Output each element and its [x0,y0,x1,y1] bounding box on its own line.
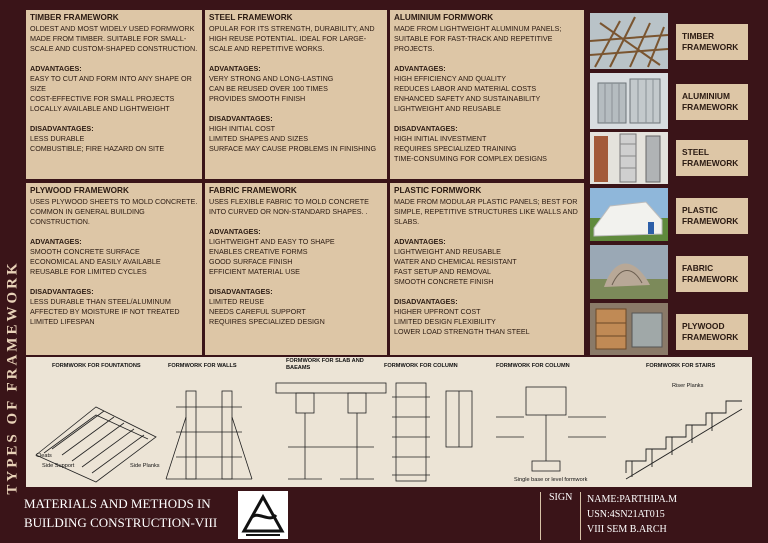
adv-item: FAST SETUP AND REMOVAL [394,267,492,276]
adv-item: ECONOMICAL AND EASILY AVAILABLE [30,257,161,266]
dis-item: LIMITED DESIGN FLEXIBILITY [394,317,496,326]
drawing-label-foundations: FORMWORK FOR FOUNTATIONS [52,363,141,369]
dis-item: REQUIRES SPECIALIZED DESIGN [209,317,325,326]
adv-item: CAN BE REUSED OVER 100 TIMES [209,84,328,93]
panel-aluminium [390,10,584,179]
plywood-framework-photo [590,303,668,355]
adv-item: COST-EFFECTIVE FOR SMALL PROJECTS [30,94,175,103]
student-semester: VIII SEM B.ARCH [587,524,667,535]
panel-timber [26,10,202,179]
adv-item: WATER AND CHEMICAL RESISTANT [394,257,517,266]
adv-label: ADVANTAGES: [394,237,446,246]
panel-title: PLASTIC FORMWORK [394,186,482,195]
adv-item: LIGHTWEIGHT AND EASY TO SHAPE [209,237,335,246]
dis-item: AFFECTED BY MOISTURE IF NOT TREATED [30,307,180,316]
steel-framework-photo [590,132,668,184]
course-title-line-1: MATERIALS AND METHODS IN [24,496,211,511]
foundation-drawing [36,407,156,482]
adv-item: PROVIDES SMOOTH FINISH [209,94,306,103]
formwork-drawings-strip [26,357,752,487]
dis-item: HIGHER UPFRONT COST [394,307,481,316]
panel-plastic [390,183,584,355]
adv-item: LIGHTWEIGHT AND REUSABLE [394,104,501,113]
adv-label: ADVANTAGES: [30,64,82,73]
adv-item: ENABLES CREATIVE FORMS [209,247,308,256]
label-single-base: Single base or level formwork [514,477,588,483]
panel-steel [205,10,387,179]
label-side-support: Side Support [42,463,75,469]
panel-title: TIMBER FRAMEWORK [30,13,119,22]
aluminium-framework-photo [590,73,668,129]
drawing-label-column-2: FORMWORK FOR COLUMN [496,363,570,369]
panel-desc: USES FLEXIBLE FABRIC TO MOLD CONCRETE INTO CURVED OR NON-STANDARD SHAPES. . [209,197,369,216]
label-side-planks: Side Planks [130,463,160,469]
tag-plywood: PLYWOOD FRAMEWORK [676,314,748,350]
sign-box [540,492,580,540]
panel-desc: OLDEST AND MOST WIDELY USED FORMWORK MADE FROM TIMBER. SUITABLE FOR SMALL-SCALE AND CUSTOM-SHAPED CONSTRUCTION. [30,24,198,53]
course-title [24,494,217,532]
panel-desc: MADE FROM LIGHTWEIGHT ALUMINUM PANELS; SUITABLE FOR FAST-TRACK AND REPETITIVE PROJECTS. [394,24,562,53]
timber-framework-photo [590,13,668,69]
dis-label: DISADVANTAGES: [394,124,458,133]
tag-plastic: PLASTIC FRAMEWORK [676,198,748,234]
plastic-framework-photo [590,188,668,241]
column-drawing-2 [496,387,606,471]
panel-plywood [26,183,202,355]
panel-desc: OPULAR FOR ITS STRENGTH, DURABILITY, AND HIGH REUSE POTENTIAL. IDEAL FOR LARGE-SCALE AND REPETITIVE WORKS. [209,24,375,53]
drawing-label-stairs: FORMWORK FOR STAIRS [646,363,716,369]
dis-item: REQUIRES SPECIALIZED TRAINING [394,144,517,153]
dis-item: HIGH INITIAL INVESTMENT [394,134,487,143]
adv-item: REDUCES LABOR AND MATERIAL COSTS [394,84,537,93]
dis-item: LIMITED SHAPES AND SIZES [209,134,309,143]
adv-label: ADVANTAGES: [209,227,261,236]
dis-item: SURFACE MAY CAUSE PROBLEMS IN FINISHING [209,144,377,153]
tag-fabric: FABRIC FRAMEWORK [676,256,748,292]
college-logo [238,491,288,539]
dis-item: LOWER LOAD STRENGTH THAN STEEL [394,327,530,336]
panel-desc: MADE FROM MODULAR PLASTIC PANELS; BEST FOR SIMPLE, REPETITIVE STRUCTURES LIKE WALLS AND SLABS. [394,197,578,226]
dis-item: NEEDS CAREFUL SUPPORT [209,307,306,316]
adv-label: ADVANTAGES: [209,64,261,73]
tag-steel: STEEL FRAMEWORK [676,140,748,176]
adv-item: ENHANCED SAFETY AND SUSTAINABILITY [394,94,541,103]
adv-label: ADVANTAGES: [394,64,446,73]
student-name: NAME:PARTHIPA.M [587,494,678,505]
dis-item: LESS DURABLE THAN STEEL/ALUMINUM [30,297,171,306]
dis-label: DISADVANTAGES: [209,114,273,123]
slab-beam-drawing [276,383,386,479]
tag-aluminium: ALUMINIUM FRAMEWORK [676,84,748,120]
dis-item: COMBUSTIBLE; FIRE HAZARD ON SITE [30,144,165,153]
adv-item: GOOD SURFACE FINISH [209,257,293,266]
adv-item: VERY STRONG AND LONG-LASTING [209,74,334,83]
label-riser-planks: Riser Planks [672,383,704,389]
panel-title: FABRIC FRAMEWORK [209,186,297,195]
sign-label: SIGN [549,492,573,503]
adv-item: LIGHTWEIGHT AND REUSABLE [394,247,501,256]
adv-item: SMOOTH CONCRETE SURFACE [30,247,140,256]
stairs-drawing [626,401,742,479]
wall-drawing [166,391,252,479]
adv-item: EASY TO CUT AND FORM INTO ANY SHAPE OR SIZE [30,74,192,93]
dis-label: DISADVANTAGES: [30,287,94,296]
dis-item: HIGH INITIAL COST [209,124,276,133]
panel-title: STEEL FRAMEWORK [209,13,293,22]
dis-item: LESS DURABLE [30,134,85,143]
adv-label: ADVANTAGES: [30,237,82,246]
fabric-framework-photo [590,245,668,299]
dis-label: DISADVANTAGES: [394,297,458,306]
dis-item: LIMITED REUSE [209,297,265,306]
panel-fabric [205,183,387,355]
panel-title: ALUMINIUM FORMWORK [394,13,494,22]
label-cleats: Cleats [36,453,52,459]
column-drawing-1 [392,383,472,481]
adv-item: SMOOTH CONCRETE FINISH [394,277,494,286]
side-title: TYPES OF FRAMEWORK [4,259,21,495]
dis-item: LIMITED LIFESPAN [30,317,95,326]
adv-item: HIGH EFFICIENCY AND QUALITY [394,74,507,83]
drawing-label-column-1: FORMWORK FOR COLUMN [384,363,458,369]
panel-desc: USES PLYWOOD SHEETS TO MOLD CONCRETE. COMMON IN GENERAL BUILDING CONSTRUCTION. [30,197,198,226]
drawing-label-walls: FORMWORK FOR WALLS [168,363,237,369]
adv-item: EFFICIENT MATERIAL USE [209,267,300,276]
dis-item: TIME-CONSUMING FOR COMPLEX DESIGNS [394,154,547,163]
tag-timber: TIMBER FRAMEWORK [676,24,748,60]
adv-item: LOCALLY AVAILABLE AND LIGHTWEIGHT [30,104,170,113]
student-details [580,492,730,540]
panel-title: PLYWOOD FRAMEWORK [30,186,129,195]
student-usn: USN:4SN21AT015 [587,509,665,520]
dis-label: DISADVANTAGES: [30,124,94,133]
adv-item: REUSABLE FOR LIMITED CYCLES [30,267,147,276]
course-title-line-2: BUILDING CONSTRUCTION-VIII [24,515,218,530]
drawing-label-slab-beams: FORMWORK FOR SLAB AND BAEAMS [286,358,364,371]
dis-label: DISADVANTAGES: [209,287,273,296]
